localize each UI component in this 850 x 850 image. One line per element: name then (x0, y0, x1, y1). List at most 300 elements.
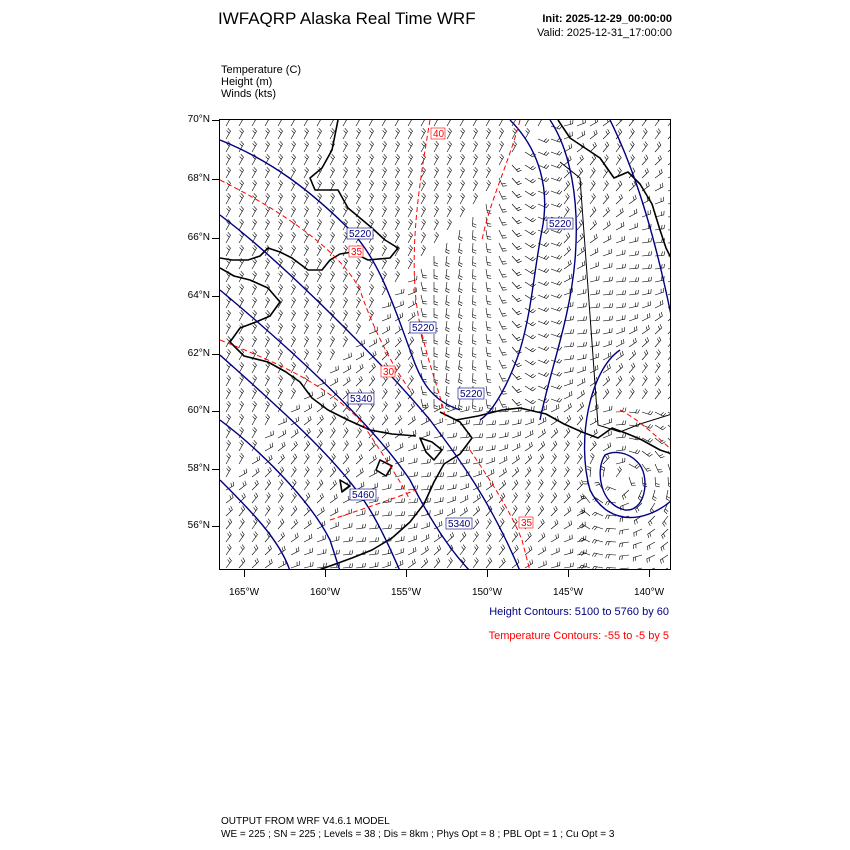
wind-barb (278, 454, 284, 464)
wind-barb (538, 493, 543, 504)
wind-barb (395, 511, 405, 516)
wind-barb (226, 349, 231, 360)
wind-barb (330, 508, 338, 516)
wind-barb (446, 360, 450, 371)
wind-barb (616, 363, 623, 373)
wind-barb (356, 271, 361, 282)
wind-barb (551, 372, 562, 376)
wind-barb (499, 373, 507, 381)
wind-barb (499, 256, 507, 264)
wind-barb (226, 193, 231, 204)
wind-barb (252, 493, 258, 503)
wind-barb (525, 386, 536, 391)
wind-barb (382, 206, 387, 217)
wind-barb (395, 193, 400, 204)
wind-barb (525, 442, 532, 451)
wind-barb (486, 128, 491, 139)
wind-barb (629, 141, 634, 152)
wind-barb (343, 154, 348, 165)
wind-barb (499, 321, 507, 329)
wind-barb (577, 378, 585, 386)
wind-barb (252, 480, 258, 490)
wind-barb (460, 545, 465, 556)
wind-barb (642, 238, 652, 243)
wind-barb (486, 399, 491, 409)
wind-barb (473, 494, 480, 503)
wind-barb (473, 269, 477, 279)
wind-barb (239, 440, 244, 451)
wind-barb (616, 376, 622, 386)
wind-barb (434, 256, 438, 266)
wind-barb (434, 558, 440, 568)
wind-barb (330, 284, 335, 295)
wind-barb (291, 284, 296, 295)
wind-barb (577, 354, 586, 360)
wind-barb (369, 376, 375, 386)
wind-barb (460, 120, 465, 126)
wind-barb (382, 511, 392, 516)
wind-barb (356, 193, 361, 204)
wind-barb (382, 326, 390, 334)
wind-barb (538, 334, 549, 338)
wind-barb (499, 360, 507, 368)
wind-barb (647, 555, 655, 563)
wind-barb (499, 432, 508, 438)
wind-barb (460, 128, 465, 139)
wind-barb (317, 549, 326, 555)
lat-tick (212, 526, 219, 527)
wind-barb (642, 142, 647, 153)
wind-barb (291, 167, 296, 178)
wind-barb (538, 120, 543, 126)
wind-barb (395, 350, 401, 360)
wind-barb (356, 141, 361, 152)
wind-barb (551, 281, 562, 285)
wind-barb (291, 547, 299, 555)
height-contours-legend: Height Contours: 5100 to 5760 by 60 (489, 606, 669, 618)
wind-barb (434, 347, 438, 357)
wind-barb (330, 349, 335, 360)
wind-barb (590, 142, 596, 152)
wind-barb (447, 193, 452, 204)
wind-barb (265, 336, 270, 347)
wind-barb (252, 401, 257, 412)
wind-barb (642, 251, 652, 256)
wind-barb (655, 169, 662, 178)
wind-barb (278, 180, 283, 191)
wind-barb (525, 217, 536, 222)
wind-barb (304, 466, 309, 477)
wind-barb (538, 417, 546, 425)
wind-barb (446, 269, 450, 280)
wind-barb (239, 388, 244, 399)
wind-barb (459, 256, 463, 267)
lat-label-64n: 64°N (187, 290, 210, 301)
wind-barb (317, 120, 322, 126)
wind-barb (239, 128, 244, 139)
wind-barb (668, 263, 671, 269)
wind-barb (265, 532, 271, 542)
wind-barb (499, 420, 509, 425)
wind-barb (668, 438, 671, 445)
wind-barb (525, 347, 536, 352)
wind-barb (668, 376, 671, 386)
wind-barb (551, 520, 558, 529)
wind-barb (421, 128, 426, 139)
wind-barb (408, 193, 413, 204)
wind-barb (459, 399, 463, 410)
wind-barb (551, 307, 562, 311)
wind-barb (252, 558, 259, 568)
wind-barb (551, 268, 562, 272)
wind-barb (538, 282, 549, 286)
wind-barb (629, 409, 640, 413)
wind-barb (616, 433, 626, 438)
wind-barb (616, 208, 623, 217)
wind-barb (642, 325, 649, 334)
variable-winds: Winds (kts) (221, 88, 276, 100)
wind-barb (278, 232, 283, 243)
wind-barb (317, 415, 323, 425)
wind-barb (551, 441, 557, 451)
wind-barb (395, 167, 400, 178)
wind-barb (647, 542, 655, 550)
wind-barb (369, 154, 374, 165)
wind-barb (499, 506, 504, 517)
wind-barb (473, 256, 477, 266)
wind-barb (446, 256, 450, 267)
wind-barb (304, 219, 309, 230)
wind-barb (603, 194, 609, 204)
wind-barb (590, 234, 597, 243)
wind-barb (291, 454, 297, 464)
wind-barb (606, 568, 616, 570)
wind-barb (616, 222, 624, 230)
lat-tick (212, 120, 219, 121)
wind-barb (304, 120, 309, 126)
wind-barb (577, 155, 583, 165)
wind-barb (512, 191, 522, 198)
wind-barb (395, 429, 402, 438)
wind-barb (446, 308, 450, 319)
wind-barb (473, 141, 478, 152)
wind-barb (525, 191, 536, 196)
wind-barb (460, 180, 465, 191)
wind-barb (317, 535, 326, 542)
wind-barb (525, 418, 534, 425)
wind-barb (239, 310, 244, 321)
chart-title: IWFAQRP Alaska Real Time WRF (218, 9, 476, 28)
wind-barb (330, 232, 335, 243)
wind-barb (525, 256, 536, 261)
wind-barb (408, 141, 413, 152)
lat-tick (212, 179, 219, 180)
wind-barb (434, 269, 438, 279)
wind-barb (252, 193, 257, 204)
temp-label-40: 40 (433, 129, 445, 140)
wind-barb (512, 493, 517, 504)
wind-barb (525, 178, 536, 183)
wind-barb (577, 440, 582, 451)
wind-barb (619, 542, 629, 547)
wind-barb (499, 308, 507, 316)
wind-barb (616, 408, 626, 412)
wind-barb (473, 120, 478, 126)
wind-barb (577, 181, 582, 192)
wind-barb (447, 141, 452, 152)
wind-barb (525, 360, 536, 365)
wind-barb (460, 141, 465, 152)
wind-barb (408, 430, 416, 438)
wind-barb (459, 230, 463, 241)
wind-barb (369, 128, 374, 139)
wind-barb (629, 120, 635, 126)
wind-barb (278, 532, 285, 542)
wind-barb (603, 129, 609, 139)
wind-barb (226, 167, 231, 178)
wind-barb (577, 247, 584, 256)
wind-barb (369, 339, 377, 347)
wind-barb (473, 506, 480, 516)
wind-barb (291, 467, 296, 478)
wind-barb (252, 532, 257, 543)
wind-barb (291, 561, 300, 568)
wind-barb (668, 389, 671, 399)
lon-tick (568, 570, 569, 577)
wind-barb (278, 245, 283, 256)
wind-barb (291, 310, 296, 321)
wind-barb (278, 154, 283, 165)
wind-barb (291, 128, 296, 139)
wind-barb (603, 418, 612, 425)
wind-barb (642, 375, 647, 386)
wind-barb (486, 180, 491, 191)
wind-barb (421, 232, 426, 243)
wind-barb (663, 516, 668, 527)
wind-barb (551, 125, 562, 129)
wind-barb (369, 562, 378, 568)
wind-barb (486, 141, 491, 152)
wind-barb (603, 120, 610, 126)
wind-barb (587, 466, 591, 477)
wind-barb (395, 180, 400, 191)
wind-barb (603, 181, 608, 192)
wind-barb (330, 494, 337, 503)
wind-barb (668, 238, 671, 243)
wind-barb (434, 232, 439, 243)
wind-barb (434, 545, 441, 555)
wind-barb (330, 297, 335, 308)
height-contour (610, 120, 671, 320)
wind-barb (408, 559, 415, 568)
wind-barb (304, 416, 311, 425)
wind-barb (356, 180, 361, 191)
wind-barb (499, 217, 507, 225)
wind-barb (395, 337, 401, 347)
wind-barb (304, 245, 309, 256)
wind-barb (512, 443, 520, 451)
wind-barb (486, 334, 491, 344)
wind-barb (577, 207, 582, 218)
wind-barb (616, 458, 625, 464)
wind-barb (239, 154, 244, 165)
wind-barb (239, 206, 244, 217)
wind-barb (564, 467, 569, 478)
map-panel (219, 119, 671, 570)
wind-barb (499, 120, 504, 126)
wind-barb (395, 289, 404, 295)
wind-barb (499, 141, 504, 152)
wind-barb (577, 550, 587, 556)
wind-barb (343, 180, 348, 191)
wind-barb (577, 261, 585, 269)
wind-barb (408, 362, 413, 373)
wind-barb (226, 206, 231, 217)
wind-barb (226, 544, 231, 555)
wind-barb (668, 142, 671, 152)
wind-barb (421, 141, 426, 152)
wind-barb (668, 363, 671, 374)
wind-barb (356, 524, 366, 529)
wind-barb (525, 373, 536, 378)
wind-barb (473, 347, 477, 357)
wind-barb (447, 558, 452, 569)
wind-barb (434, 206, 439, 217)
wind-barb (577, 390, 584, 399)
wind-barb (616, 264, 626, 269)
wind-barb (642, 277, 652, 282)
wind-barb (499, 493, 505, 503)
wind-barb (564, 493, 570, 503)
wind-barb (486, 282, 491, 292)
wind-barb (551, 398, 562, 402)
wind-barb (590, 168, 595, 179)
wind-barb (629, 251, 639, 256)
wind-barb (642, 128, 647, 139)
temperature-contour (220, 180, 410, 390)
wind-barb (239, 375, 244, 386)
wind-barb (382, 402, 387, 413)
wind-barb (226, 414, 231, 425)
wind-barb (655, 155, 662, 165)
wind-barb (538, 441, 545, 451)
wind-barb (330, 428, 335, 439)
wind-barb (499, 334, 507, 342)
wind-barb (538, 547, 546, 556)
wind-barb (304, 154, 309, 165)
wind-barb (629, 302, 638, 308)
wind-barb (564, 441, 569, 452)
wind-barb (460, 495, 468, 503)
wind-barb (603, 207, 610, 217)
wind-barb (408, 167, 413, 178)
wind-barb (239, 401, 244, 412)
wind-barb (239, 519, 244, 530)
wind-barb (226, 466, 231, 477)
wind-barb (486, 243, 491, 253)
wind-barb (408, 472, 418, 477)
wind-barb (629, 388, 634, 399)
wind-barb (512, 230, 522, 237)
wind-barb (499, 480, 506, 490)
wind-barb (592, 553, 603, 557)
wind-barb (265, 375, 270, 386)
wind-barb (525, 230, 536, 235)
wind-barb (473, 360, 477, 370)
wind-barb (421, 360, 427, 369)
wind-barb (551, 454, 556, 465)
wind-barb (447, 472, 457, 477)
wind-barb (581, 496, 590, 503)
wind-barb (629, 237, 638, 243)
wind-barb (668, 324, 671, 334)
wind-barb (356, 364, 363, 373)
wind-barb (619, 555, 629, 560)
wind-barb (265, 362, 270, 373)
wind-barb (564, 535, 572, 542)
wind-barb (512, 308, 522, 315)
wind-barb (486, 558, 492, 568)
wind-barb (304, 349, 309, 360)
coastline-south (316, 412, 472, 570)
wind-barb (668, 198, 671, 204)
wind-barb (590, 207, 596, 217)
wind-barb (603, 221, 610, 230)
wind-barb (382, 141, 387, 152)
wind-barb (421, 245, 426, 256)
wind-barb (252, 297, 257, 308)
wind-barb (317, 391, 325, 399)
wind-barb (317, 258, 322, 269)
lon-tick (487, 570, 488, 577)
wind-barb (655, 477, 660, 487)
wind-barb (239, 120, 244, 126)
wind-barb (564, 260, 571, 269)
wind-barb (239, 506, 245, 516)
wind-barb (616, 315, 625, 321)
wind-barb (395, 536, 404, 542)
wind-barb (642, 411, 653, 415)
wind-barb (382, 415, 388, 425)
wind-barb (473, 519, 479, 529)
init-time: Init: 2025-12-29_00:00:00 (542, 13, 672, 25)
wind-barb (304, 520, 311, 529)
wind-barb (421, 282, 427, 291)
wind-barb (291, 154, 296, 165)
wind-barb (278, 480, 283, 491)
wind-barb (278, 284, 283, 295)
wind-barb (382, 302, 391, 308)
wind-barb (525, 243, 536, 248)
wind-barb (408, 120, 413, 126)
wind-barb (226, 453, 231, 464)
wind-barb (655, 129, 660, 140)
coastline-canada (558, 120, 671, 260)
wind-barb (252, 468, 259, 477)
wind-barb (291, 219, 296, 230)
height-label-5340: 5340 (448, 519, 471, 530)
wind-barb (330, 440, 335, 451)
wind-barb (668, 156, 671, 165)
wind-barb (304, 128, 309, 139)
wind-barb (653, 490, 657, 501)
wind-barb (473, 558, 478, 569)
wind-barb (551, 190, 562, 194)
wind-barb (446, 373, 450, 384)
wind-barb (317, 428, 323, 438)
wind-barb (395, 154, 400, 165)
wind-barb (369, 537, 379, 542)
